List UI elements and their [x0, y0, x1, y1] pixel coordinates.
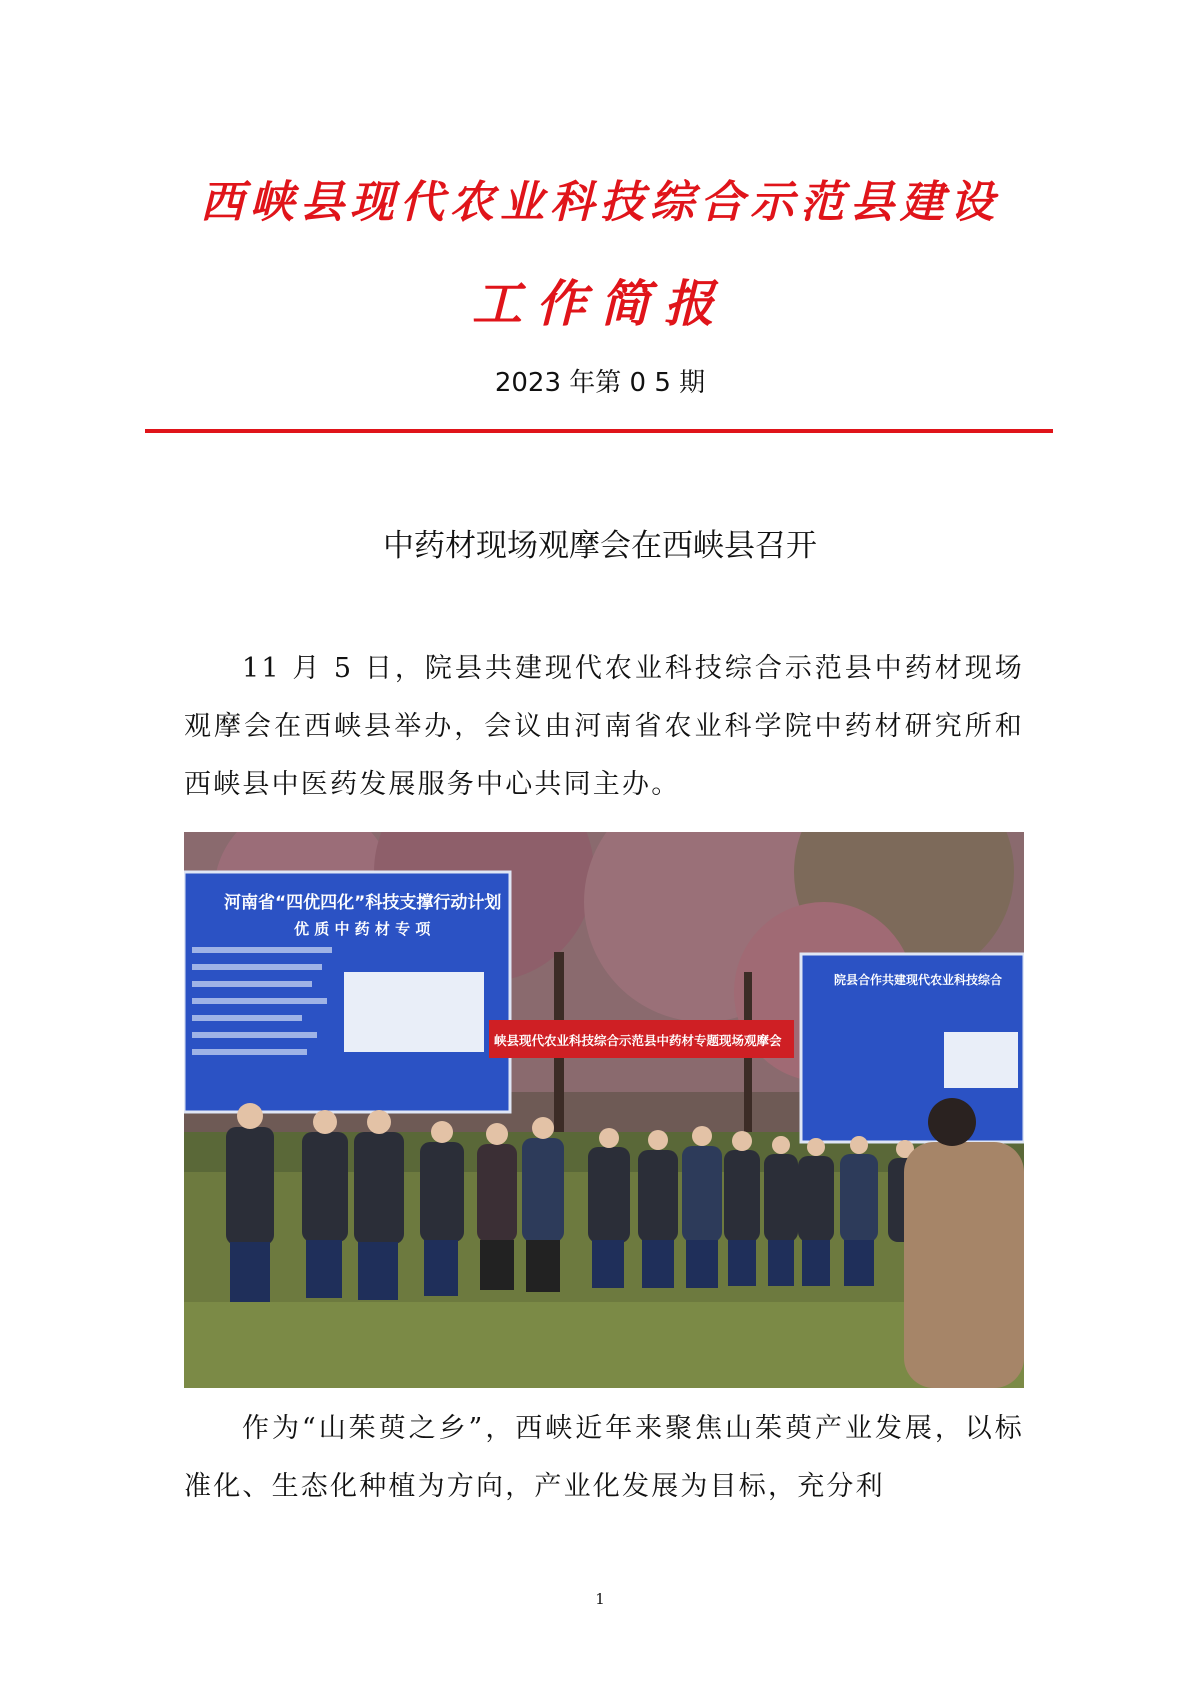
masthead-title-line1: 西峡县现代农业科技综合示范县建设	[200, 177, 1000, 228]
article-paragraph-2: 作为“山茱萸之乡”，西峡近年来聚焦山茱萸产业发展，以标准化、生态化种植为方向，产业化发展为目标，充分利	[184, 1413, 1024, 1502]
left-sign-subtitle: 优 质 中 药 材 专 项	[294, 920, 431, 938]
issue-number: 2023 年第 0 5 期	[494, 368, 706, 398]
red-divider	[145, 429, 1053, 433]
right-sign-title: 院县合作共建现代农业科技综合	[834, 973, 1003, 987]
red-banner-text: 峡县现代农业科技综合示范县中药材专题现场观摩会	[494, 1033, 782, 1048]
masthead-title-line2: 工作简报	[472, 274, 728, 333]
left-sign-title: 河南省“四优四化”科技支撑行动计划	[224, 893, 502, 913]
event-photo	[184, 832, 1024, 1388]
article-paragraph-1: 11 月 5 日，院县共建现代农业科技综合示范县中药材现场观摩会在西峡县举办，会议由河南省农业科学院中药材研究所和西峡县中医药发展服务中心共同主办。	[184, 653, 1024, 800]
page-number: 1	[595, 1590, 605, 1608]
article-headline: 中药材现场观摩会在西峡县召开	[383, 528, 817, 564]
